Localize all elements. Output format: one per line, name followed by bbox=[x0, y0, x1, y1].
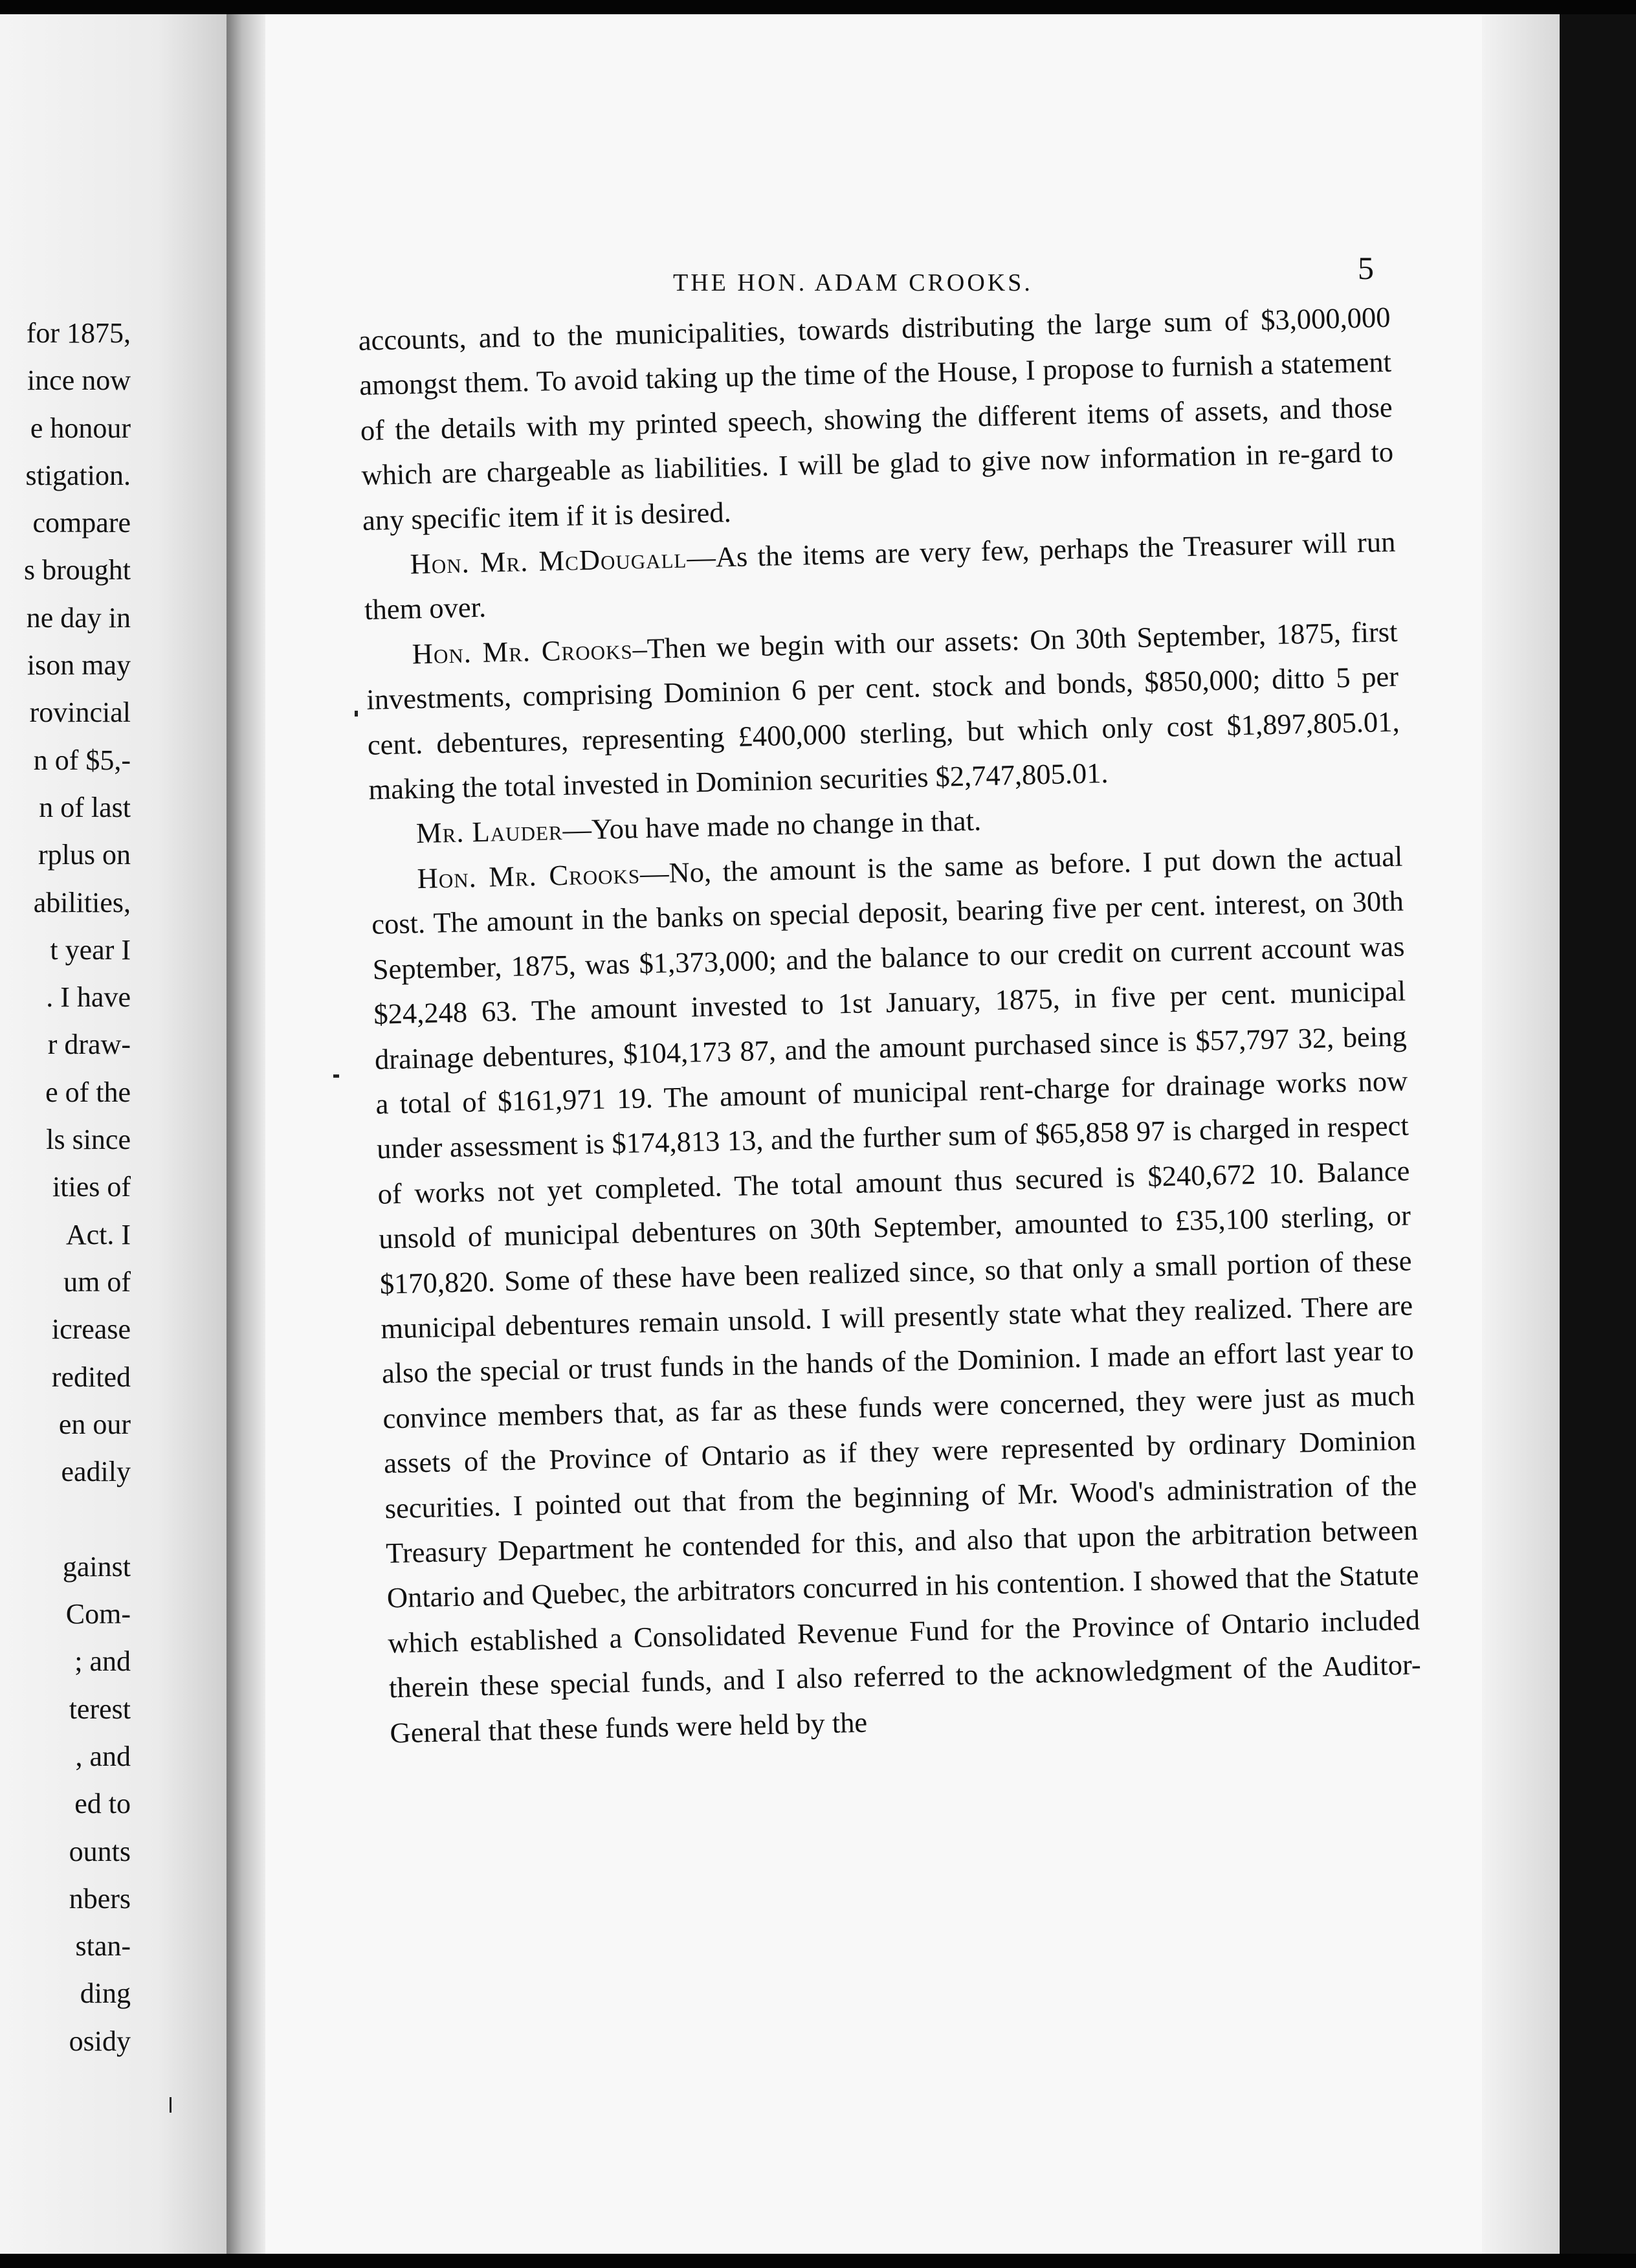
left-page-line: . I have bbox=[46, 981, 131, 1014]
left-page-line: r draw- bbox=[47, 1028, 131, 1061]
paragraph bbox=[370, 834, 1422, 1755]
left-page-line: for 1875, bbox=[26, 317, 131, 349]
paragraph bbox=[365, 610, 1401, 813]
left-page-line: ed to bbox=[74, 1788, 131, 1820]
left-page-line: en our bbox=[58, 1408, 131, 1440]
paragraph-text: —As the items are very few, perhaps the Treasurer will run them over. bbox=[364, 525, 1396, 627]
speaker-name: Mr. Lauder bbox=[415, 814, 564, 850]
left-page-line: ison may bbox=[27, 649, 131, 682]
paragraph bbox=[358, 295, 1395, 543]
left-page-line: stan- bbox=[75, 1930, 131, 1962]
left-page-line: n of last bbox=[39, 791, 131, 823]
scan-edge-shadow bbox=[1560, 0, 1636, 2268]
left-page-line: t year I bbox=[50, 933, 131, 966]
left-page-line: Act. I bbox=[65, 1218, 131, 1251]
left-page-line: e honour bbox=[30, 412, 131, 444]
speaker-name: Hon. Mr. Crooks bbox=[412, 632, 634, 671]
left-page-line: Com- bbox=[65, 1598, 131, 1630]
left-page-line: icrease bbox=[51, 1313, 131, 1346]
left-page-line: rovincial bbox=[29, 696, 131, 729]
left-page-line: ities of bbox=[52, 1171, 131, 1203]
left-page-line: um of bbox=[63, 1265, 131, 1298]
left-page-line: abilities, bbox=[33, 886, 131, 918]
left-page-line: terest bbox=[69, 1693, 131, 1725]
ink-speck bbox=[333, 1074, 339, 1078]
left-page-line: stigation. bbox=[25, 459, 131, 491]
left-page-line: e of the bbox=[45, 1076, 131, 1108]
scan-frame-bottom bbox=[0, 2254, 1636, 2268]
running-title: THE HON. ADAM CROOKS. bbox=[673, 269, 1033, 296]
left-page-line: ; and bbox=[74, 1645, 131, 1678]
speaker-name: Hon. Mr. McDougall bbox=[410, 541, 687, 581]
left-page-line: osidy bbox=[69, 2025, 131, 2057]
left-page-line: ne day in bbox=[26, 601, 131, 634]
paragraph-text: accounts, and to the municipalities, towards distributing the large sum of $3,000,000 amongst them. To avoid taking up the time of the House, I propose to furnish a statement of the details with my printed speech, showing the different items of assets, and those which are chargeable as liabilities. I will be glad to give now information in re-gard to any specific item if it is desired. bbox=[358, 300, 1394, 537]
left-page-line: s brought bbox=[24, 554, 131, 586]
left-page-line: ding bbox=[80, 1977, 131, 2010]
book-gutter bbox=[227, 0, 265, 2268]
left-page-line: gainst bbox=[62, 1550, 131, 1583]
right-page-margin bbox=[1482, 0, 1560, 2268]
paragraph-text: —You have made no change in that. bbox=[562, 804, 982, 847]
left-page-line: ince now bbox=[27, 364, 131, 397]
left-page-line: eadily bbox=[61, 1456, 131, 1488]
left-page-line: rplus on bbox=[38, 839, 131, 871]
ink-speck bbox=[355, 711, 358, 717]
left-page-text-column bbox=[0, 309, 131, 2065]
speaker-name: Hon. Mr. Crooks bbox=[417, 857, 641, 895]
left-page-fragment bbox=[0, 0, 227, 2268]
left-page-line bbox=[0, 1495, 131, 1542]
ink-speck bbox=[170, 2097, 171, 2113]
left-page-line: nbers bbox=[69, 1882, 131, 1915]
paragraph-text: —No, the amount is the same as before. I put down the actual cost. The amount in the banks on special deposit, bearing five per cent. interest, on 30th September, 1875, was $1,373,000; and the balance to our credit on current account was $24,248 63. The amount invested to 1st January, 1875, in five per cent. municipal drainage debentures, $104,173 87, and the amount purchased since is $57,797 32, being a total of $161,971 19. The amount of municipal rent-charge for drainage works now under assessment is $174,813 13, and the further sum of $65,858 97 is charged in respect of works not yet completed. The total amount thus secured is $240,672 10. Balance unsold of municipal debentures on 30th September, amounted to £35,100 sterling, or $170,820. Some of these have been realized since, so that only a small portion of these municipal debentures remain unsold. I will presently state what they realized. There are also the special or trust funds in the hands of the Dominion. I made an effort last year to convince members that, as far as these funds were concerned, they were just as much assets of the Province of Ontario as if they were represented by ordinary Dominion securities. I pointed out that from the beginning of Mr. Wood's administration of the Treasury Department he contended for this, and also that upon the arbitration between Ontario and Quebec, the arbitrators concurred in his contention. I showed that the Statute which established a Consolidated Revenue Fund for the Province of Ontario included therein these special funds, and I also referred to the acknowledgment of the Auditor-General that these funds were held by the bbox=[371, 839, 1422, 1750]
page-body bbox=[358, 295, 1422, 1756]
left-page-line: , and bbox=[75, 1740, 131, 1772]
page-number: 5 bbox=[1358, 250, 1374, 286]
left-page-line: ounts bbox=[69, 1835, 131, 1867]
left-page-line: compare bbox=[32, 507, 131, 539]
paragraph-text: –Then we begin with our assets: On 30th September, 1875, first investments, comprising Dominion 6 per cent. stock and bonds, $850,000; ditto 5 per cent. debentures, representing £400,000 sterling, but which only cost $1,897,805.01, making the total invested in Dominion securities $2,747,805.01. bbox=[366, 615, 1400, 806]
left-page-line: redited bbox=[51, 1361, 131, 1393]
left-page-line: ls since bbox=[46, 1124, 131, 1156]
scan-frame-top bbox=[0, 0, 1636, 14]
left-page-line: n of $5,- bbox=[33, 744, 131, 776]
